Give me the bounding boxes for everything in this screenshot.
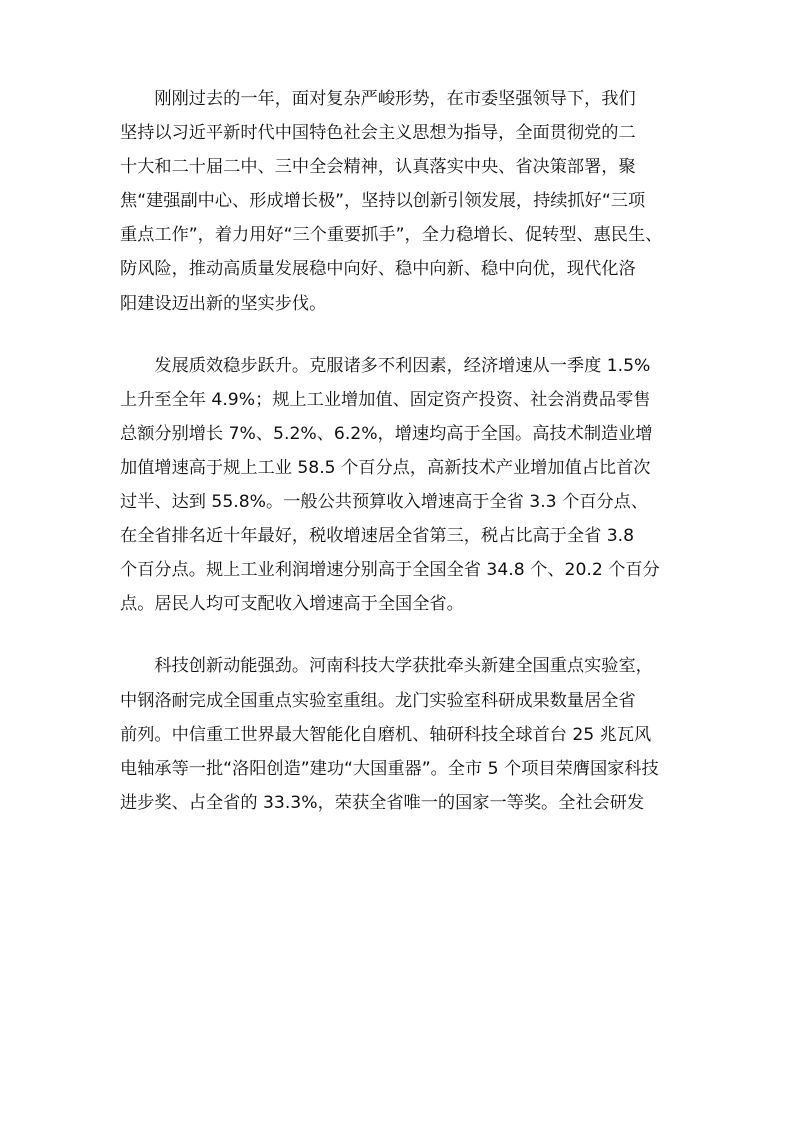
- text-line: 在全省排名近十年最好，税收增速居全省第三，税占比高于全省 3.8: [120, 526, 635, 547]
- text-line: 上升至全年 4.9%；规上工业增加值、固定资产投资、社会消费品零售: [120, 389, 651, 410]
- text-line: 防风险，推动高质量发展稳中向好、稳中向新、稳中向优，现代化洛: [120, 259, 636, 280]
- paragraph-innovation: [120, 649, 680, 819]
- paragraph-development: [120, 349, 680, 622]
- text-line: 重点工作”，着力用好“三个重要抓手”，全力稳增长、促转型、惠民生、: [120, 225, 663, 246]
- text-line: 阳建设迈出新的坚实步伐。: [120, 293, 327, 314]
- text-line: 前列。中信重工世界最大智能化自磨机、轴研科技全球首台 25 兆瓦风: [120, 724, 652, 745]
- text-line: 中钢洛耐完成全国重点实验室重组。龙门实验室科研成果数量居全省: [120, 690, 636, 711]
- text-line: 进步奖、占全省的 33.3%，荣获全省唯一的国家一等奖。全社会研发: [120, 792, 645, 813]
- text-line: 过半、达到 55.8%。一般公共预算收入增速高于全省 3.3 个百分点、: [120, 492, 649, 513]
- text-line: 十大和二十届二中、三中全会精神，认真落实中央、省决策部署，聚: [120, 157, 636, 178]
- text-line: 加值增速高于规上工业 58.5 个百分点，高新技术产业增加值占比首次: [120, 457, 651, 478]
- text-line: 发展质效稳步跃升。克服诸多不利因素，经济增速从一季度 1.5%: [120, 355, 651, 376]
- text-line: 点。居民人均可支配收入增速高于全国全省。: [120, 594, 464, 615]
- text-line: 焦“建强副中心、形成增长极”，坚持以创新引领发展，持续抓好“三项: [120, 191, 646, 212]
- text-line: 电轴承等一批“洛阳创造”建功“大国重器”。全市 5 个项目荣膺国家科技: [120, 758, 659, 779]
- text-line: 个百分点。规上工业利润增速分别高于全国全省 34.8 个、20.2 个百分: [120, 560, 660, 581]
- text-line: 刚刚过去的一年，面对复杂严峻形势，在市委坚强领导下，我们: [120, 89, 636, 109]
- paragraph-summary: [120, 82, 680, 321]
- text-line: 坚持以习近平新时代中国特色社会主义思想为指导，全面贯彻党的二: [120, 123, 636, 144]
- text-line: 科技创新动能强劲。河南科技大学获批牵头新建全国重点实验室，: [120, 656, 653, 677]
- document-body: [120, 82, 680, 848]
- text-line: 总额分别增长 7%、5.2%、6.2%，增速均高于全国。高技术制造业增: [120, 423, 653, 444]
